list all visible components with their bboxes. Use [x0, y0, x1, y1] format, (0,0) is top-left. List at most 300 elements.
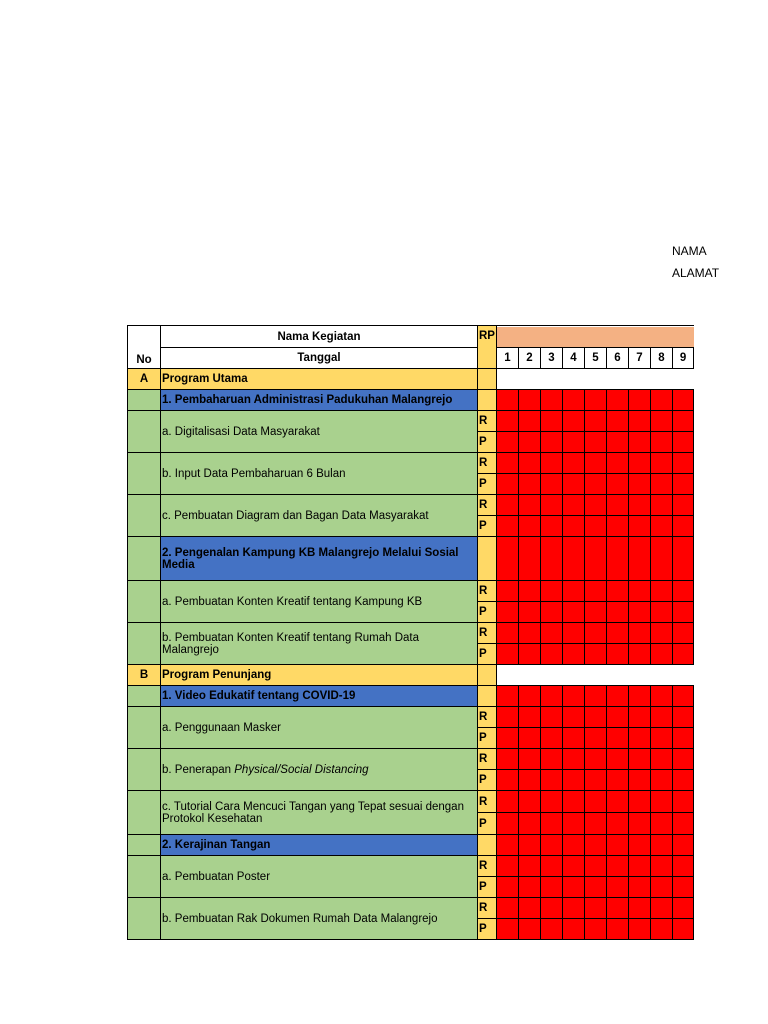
schedule-cell	[519, 856, 541, 877]
schedule-cell	[519, 516, 541, 537]
schedule-cell	[563, 898, 585, 919]
item-row-r	[128, 791, 694, 813]
schedule-cell	[563, 495, 585, 516]
schedule-cell	[651, 432, 673, 453]
rp-label-p: P	[478, 877, 497, 898]
schedule-cell	[519, 623, 541, 644]
schedule-cell	[629, 411, 651, 432]
rp-label-p: P	[478, 602, 497, 623]
rp-label-r: R	[478, 453, 497, 474]
schedule-cell	[607, 707, 629, 728]
schedule-cell	[651, 644, 673, 665]
item-row-r	[128, 411, 694, 432]
schedule-cell	[585, 432, 607, 453]
schedule-cell	[607, 644, 629, 665]
schedule-cell	[651, 707, 673, 728]
schedule-cell	[497, 856, 519, 877]
schedule-cell	[541, 919, 563, 940]
schedule-cell	[497, 728, 519, 749]
schedule-cell	[563, 411, 585, 432]
day-header-7: 7	[629, 348, 651, 369]
section-row	[128, 369, 694, 390]
no-cell	[128, 898, 161, 940]
schedule-cell	[519, 728, 541, 749]
item-title: a. Penggunaan Masker	[161, 707, 478, 749]
item-row-r	[128, 749, 694, 770]
schedule-cell	[563, 791, 585, 813]
schedule-cell	[651, 390, 673, 411]
schedule-cell	[563, 749, 585, 770]
schedule-cell	[563, 432, 585, 453]
schedule-cell	[563, 877, 585, 898]
section-number: A	[128, 369, 161, 390]
schedule-cell	[541, 898, 563, 919]
schedule-cell	[519, 432, 541, 453]
schedule-cell	[673, 686, 694, 707]
schedule-cell	[541, 432, 563, 453]
schedule-cell	[607, 411, 629, 432]
schedule-cell	[673, 432, 694, 453]
schedule-cell	[651, 537, 673, 581]
schedule-cell	[541, 390, 563, 411]
rp-label-r: R	[478, 749, 497, 770]
schedule-cell	[497, 877, 519, 898]
schedule-cell	[563, 537, 585, 581]
schedule-cell	[519, 390, 541, 411]
schedule-cell	[497, 919, 519, 940]
schedule-cell	[629, 770, 651, 791]
group-row	[128, 835, 694, 856]
schedule-cell	[651, 856, 673, 877]
schedule-cell	[651, 898, 673, 919]
schedule-cell	[629, 791, 651, 813]
group-title: 1. Video Edukatif tentang COVID-19	[161, 686, 478, 707]
rp-label-p: P	[478, 813, 497, 835]
schedule-cell	[651, 813, 673, 835]
schedule-cell	[519, 644, 541, 665]
item-title: a. Pembuatan Poster	[161, 856, 478, 898]
rp-label-p: P	[478, 770, 497, 791]
schedule-cell	[497, 898, 519, 919]
day-header-3: 3	[541, 348, 563, 369]
schedule-cell	[651, 919, 673, 940]
schedule-cell	[541, 623, 563, 644]
section-title: Program Utama	[161, 369, 478, 390]
schedule-cell	[607, 856, 629, 877]
rp-cell	[478, 369, 497, 390]
no-cell	[128, 835, 161, 856]
schedule-cell	[651, 516, 673, 537]
schedule-cell	[629, 707, 651, 728]
schedule-cell	[673, 791, 694, 813]
schedule-cell	[519, 813, 541, 835]
schedule-cell	[607, 474, 629, 495]
rp-label-r: R	[478, 623, 497, 644]
schedule-cell	[607, 390, 629, 411]
item-title: a. Pembuatan Konten Kreatif tentang Kampung KB	[161, 581, 478, 623]
item-row-r	[128, 898, 694, 919]
schedule-cell	[519, 411, 541, 432]
schedule-cell	[563, 474, 585, 495]
schedule-cell	[585, 791, 607, 813]
schedule-cell	[585, 516, 607, 537]
schedule-cell	[673, 453, 694, 474]
schedule-cell	[629, 453, 651, 474]
schedule-cell	[629, 495, 651, 516]
no-cell	[128, 856, 161, 898]
schedule-cell	[497, 835, 519, 856]
section-title: Program Penunjang	[161, 665, 478, 686]
no-cell	[128, 537, 161, 581]
schedule-cell	[497, 770, 519, 791]
schedule-cell	[585, 537, 607, 581]
schedule-cell	[673, 495, 694, 516]
schedule-cell	[585, 919, 607, 940]
schedule-cell	[563, 623, 585, 644]
schedule-cell	[541, 770, 563, 791]
rp-cell	[478, 686, 497, 707]
schedule-cell	[629, 877, 651, 898]
schedule-cell	[585, 813, 607, 835]
schedule-cell	[519, 537, 541, 581]
rp-label-r: R	[478, 791, 497, 813]
tanggal-header: Tanggal	[161, 348, 478, 369]
schedule-cell	[541, 644, 563, 665]
schedule-cell	[541, 791, 563, 813]
rp-label-p: P	[478, 516, 497, 537]
schedule-cell	[563, 835, 585, 856]
schedule-cell	[497, 791, 519, 813]
day-header-4: 4	[563, 348, 585, 369]
schedule-cell	[629, 919, 651, 940]
schedule-cell	[651, 770, 673, 791]
group-title: 2. Kerajinan Tangan	[161, 835, 478, 856]
rp-cell	[478, 835, 497, 856]
schedule-cell	[541, 835, 563, 856]
schedule-cell	[563, 581, 585, 602]
schedule-cell	[563, 516, 585, 537]
rp-header: RP	[478, 326, 497, 369]
item-row-r	[128, 707, 694, 728]
item-title: b. Input Data Pembaharuan 6 Bulan	[161, 453, 478, 495]
schedule-cell	[497, 686, 519, 707]
header-bar	[497, 326, 694, 348]
item-title: b. Pembuatan Konten Kreatif tentang Rumah Data Malangrejo	[161, 623, 478, 665]
schedule-cell	[497, 623, 519, 644]
schedule-cell	[629, 686, 651, 707]
no-cell	[128, 749, 161, 791]
schedule-cell	[585, 623, 607, 644]
schedule-cell	[629, 390, 651, 411]
schedule-cell	[563, 644, 585, 665]
schedule-cell	[497, 602, 519, 623]
schedule-cell	[541, 453, 563, 474]
no-cell	[128, 495, 161, 537]
no-cell	[128, 686, 161, 707]
schedule-cell	[519, 791, 541, 813]
corner-label-1: NAMA	[672, 244, 707, 258]
rp-cell	[478, 537, 497, 581]
schedule-cell	[585, 644, 607, 665]
schedule-cell	[563, 686, 585, 707]
group-title: 1. Pembaharuan Administrasi Padukuhan Malangrejo	[161, 390, 478, 411]
schedule-cell	[673, 856, 694, 877]
schedule-cell	[519, 581, 541, 602]
schedule-cell	[585, 770, 607, 791]
schedule-cell	[497, 411, 519, 432]
schedule-cell	[585, 728, 607, 749]
schedule-cell	[673, 581, 694, 602]
rp-label-r: R	[478, 581, 497, 602]
item-row-r	[128, 453, 694, 474]
schedule-cell	[585, 707, 607, 728]
schedule-cell	[519, 453, 541, 474]
schedule-cell	[563, 390, 585, 411]
schedule-cell	[629, 644, 651, 665]
schedule-cell	[585, 453, 607, 474]
rp-label-r: R	[478, 898, 497, 919]
schedule-cell	[673, 623, 694, 644]
schedule-cell	[497, 390, 519, 411]
schedule-cell	[607, 770, 629, 791]
schedule-cell	[607, 728, 629, 749]
no-header: No	[128, 326, 161, 369]
rp-cell	[478, 390, 497, 411]
schedule-cell	[651, 835, 673, 856]
schedule-cell	[585, 898, 607, 919]
schedule-cell	[585, 602, 607, 623]
corner-label-2: ALAMAT	[672, 266, 720, 280]
schedule-cell	[673, 516, 694, 537]
section-blank	[497, 665, 694, 686]
group-row	[128, 390, 694, 411]
schedule-cell	[585, 877, 607, 898]
schedule-cell	[651, 495, 673, 516]
section-blank	[497, 369, 694, 390]
schedule-cell	[607, 791, 629, 813]
schedule-cell	[607, 898, 629, 919]
schedule-cell	[585, 390, 607, 411]
schedule-cell	[629, 474, 651, 495]
schedule-cell	[629, 537, 651, 581]
schedule-cell	[629, 432, 651, 453]
no-cell	[128, 581, 161, 623]
schedule-cell	[607, 516, 629, 537]
item-row-r	[128, 495, 694, 516]
schedule-cell	[651, 411, 673, 432]
schedule-cell	[629, 856, 651, 877]
schedule-cell	[563, 728, 585, 749]
no-cell	[128, 707, 161, 749]
schedule-cell	[651, 453, 673, 474]
schedule-cell	[497, 813, 519, 835]
schedule-cell	[651, 877, 673, 898]
schedule-cell	[585, 749, 607, 770]
no-cell	[128, 791, 161, 835]
schedule-cell	[607, 432, 629, 453]
schedule-cell	[673, 898, 694, 919]
schedule-cell	[607, 919, 629, 940]
schedule-cell	[541, 474, 563, 495]
schedule-cell	[519, 707, 541, 728]
rp-label-p: P	[478, 728, 497, 749]
schedule-cell	[541, 581, 563, 602]
item-title: c. Pembuatan Diagram dan Bagan Data Masyarakat	[161, 495, 478, 537]
schedule-cell	[541, 537, 563, 581]
schedule-cell	[563, 453, 585, 474]
schedule-cell	[673, 474, 694, 495]
day-header-8: 8	[651, 348, 673, 369]
rp-label-r: R	[478, 495, 497, 516]
nama-kegiatan-header: Nama Kegiatan	[161, 326, 478, 348]
schedule-cell	[541, 856, 563, 877]
rp-label-p: P	[478, 644, 497, 665]
schedule-cell	[673, 877, 694, 898]
schedule-cell	[607, 537, 629, 581]
rp-label-r: R	[478, 411, 497, 432]
schedule-cell	[673, 749, 694, 770]
schedule-cell	[519, 898, 541, 919]
group-row	[128, 537, 694, 581]
item-title: c. Tutorial Cara Mencuci Tangan yang Tepat sesuai dengan Protokol Kesehatan	[161, 791, 478, 835]
rp-label-p: P	[478, 432, 497, 453]
schedule-cell	[607, 749, 629, 770]
no-cell	[128, 623, 161, 665]
item-title: b. Penerapan Physical/Social Distancing	[161, 749, 478, 791]
group-row	[128, 686, 694, 707]
schedule-cell	[629, 623, 651, 644]
schedule-cell	[673, 537, 694, 581]
schedule-cell	[563, 707, 585, 728]
schedule-cell	[607, 602, 629, 623]
schedule-cell	[541, 749, 563, 770]
schedule-cell	[519, 919, 541, 940]
schedule-cell	[673, 602, 694, 623]
rp-label-p: P	[478, 474, 497, 495]
schedule-cell	[673, 411, 694, 432]
schedule-cell	[673, 919, 694, 940]
schedule-cell	[497, 495, 519, 516]
item-row-r	[128, 856, 694, 877]
schedule-cell	[607, 453, 629, 474]
schedule-cell	[497, 581, 519, 602]
schedule-cell	[607, 581, 629, 602]
schedule-cell	[519, 474, 541, 495]
schedule-cell	[673, 644, 694, 665]
rp-label-r: R	[478, 707, 497, 728]
schedule-cell	[607, 877, 629, 898]
schedule-cell	[673, 770, 694, 791]
schedule-cell	[563, 770, 585, 791]
schedule-cell	[607, 623, 629, 644]
schedule-cell	[519, 749, 541, 770]
schedule-cell	[585, 581, 607, 602]
section-row	[128, 665, 694, 686]
section-number: B	[128, 665, 161, 686]
schedule-cell	[585, 495, 607, 516]
schedule-cell	[519, 770, 541, 791]
schedule-cell	[497, 537, 519, 581]
schedule-cell	[607, 686, 629, 707]
schedule-cell	[629, 728, 651, 749]
group-title: 2. Pengenalan Kampung KB Malangrejo Melalui Sosial Media	[161, 537, 478, 581]
schedule-cell	[541, 877, 563, 898]
header-row-1	[128, 326, 694, 348]
schedule-cell	[651, 749, 673, 770]
schedule-cell	[585, 474, 607, 495]
schedule-cell	[519, 877, 541, 898]
schedule-cell	[497, 474, 519, 495]
schedule-cell	[497, 432, 519, 453]
item-title: b. Pembuatan Rak Dokumen Rumah Data Malangrejo	[161, 898, 478, 940]
schedule-cell	[541, 516, 563, 537]
schedule-cell	[629, 516, 651, 537]
schedule-cell	[585, 411, 607, 432]
schedule-cell	[629, 581, 651, 602]
schedule-cell	[607, 835, 629, 856]
day-header-6: 6	[607, 348, 629, 369]
schedule-cell	[519, 495, 541, 516]
schedule-cell	[541, 495, 563, 516]
schedule-cell	[497, 644, 519, 665]
schedule-cell	[607, 813, 629, 835]
schedule-cell	[673, 390, 694, 411]
schedule-cell	[651, 602, 673, 623]
rp-label-r: R	[478, 856, 497, 877]
schedule-cell	[651, 581, 673, 602]
no-cell	[128, 411, 161, 453]
item-row-r	[128, 581, 694, 602]
schedule-cell	[541, 686, 563, 707]
schedule-cell	[629, 749, 651, 770]
schedule-cell	[585, 835, 607, 856]
schedule-cell	[497, 453, 519, 474]
schedule-cell	[651, 474, 673, 495]
schedule-cell	[651, 623, 673, 644]
schedule-cell	[651, 686, 673, 707]
schedule-cell	[629, 898, 651, 919]
schedule-cell	[651, 791, 673, 813]
schedule-cell	[563, 813, 585, 835]
day-header-9: 9	[673, 348, 694, 369]
header-row-2	[128, 348, 694, 369]
schedule-cell	[585, 686, 607, 707]
schedule-cell	[541, 813, 563, 835]
schedule-cell	[607, 495, 629, 516]
schedule-cell	[673, 707, 694, 728]
schedule-cell	[673, 813, 694, 835]
schedule-cell	[519, 686, 541, 707]
schedule-cell	[563, 602, 585, 623]
schedule-cell	[541, 707, 563, 728]
schedule-cell	[673, 728, 694, 749]
schedule-cell	[629, 813, 651, 835]
schedule-cell	[541, 602, 563, 623]
item-title: a. Digitalisasi Data Masyarakat	[161, 411, 478, 453]
schedule-cell	[519, 835, 541, 856]
schedule-cell	[585, 856, 607, 877]
day-header-2: 2	[519, 348, 541, 369]
rp-cell	[478, 665, 497, 686]
day-header-5: 5	[585, 348, 607, 369]
schedule-cell	[563, 919, 585, 940]
schedule-cell	[673, 835, 694, 856]
schedule-cell	[497, 707, 519, 728]
no-cell	[128, 390, 161, 411]
schedule-cell	[651, 728, 673, 749]
day-header-1: 1	[497, 348, 519, 369]
rp-label-p: P	[478, 919, 497, 940]
